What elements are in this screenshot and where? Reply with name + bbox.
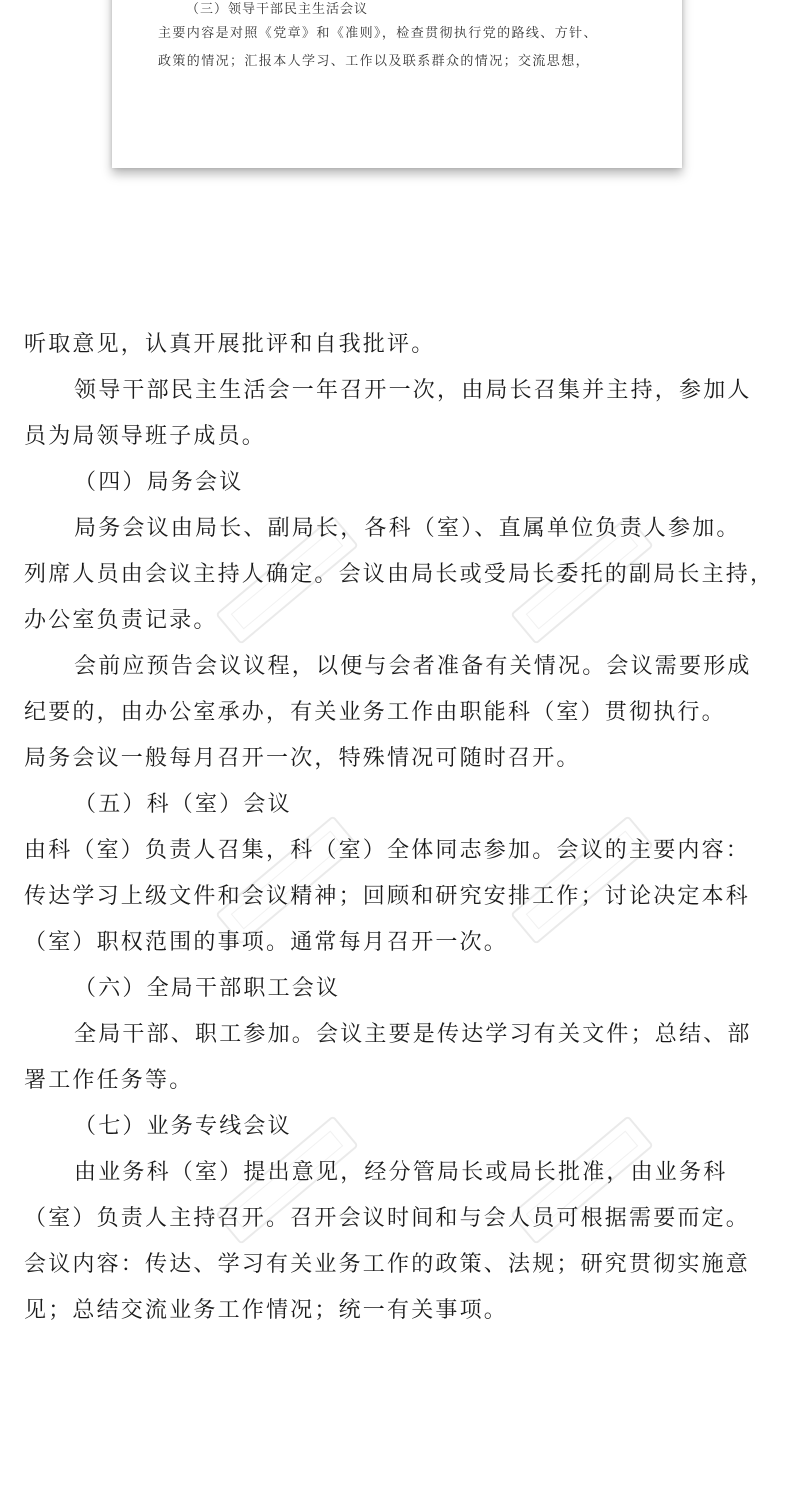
section-heading: （四）局务会议 [74,470,244,495]
paragraph-line: 局务会议由局长、副局长，各科（室）、直属单位负责人参加。 [74,516,741,541]
body-line: 会议内容：传达、学习有关业务工作的政策、法规；研究贯彻实施意 [24,1252,751,1277]
section-heading: （七）业务专线会议 [74,1114,292,1139]
section-heading: （六）全局干部职工会议 [74,976,341,1001]
body-line: （室）职权范围的事项。通常每月召开一次。 [24,930,509,955]
body-line: 由科（室）负责人召集，科（室）全体同志参加。会议的主要内容： [24,838,751,863]
body-line: （室）负责人主持召开。召开会议时间和与会人员可根据需要而定。 [24,1206,751,1231]
paragraph-line: 由业务科（室）提出意见，经分管局长或局长批准，由业务科 [74,1160,728,1185]
paragraph-line: 全局干部、职工参加。会议主要是传达学习有关文件；总结、部 [74,1022,752,1047]
body-line: 员为局领导班子成员。 [24,424,267,449]
paragraph-line: 会前应预告会议议程，以便与会者准备有关情况。会议需要形成 [74,654,752,679]
body-line: 听取意见，认真开展批评和自我批评。 [24,332,436,357]
body-line: 局务会议一般每月召开一次，特殊情况可随时召开。 [24,746,581,771]
preview-text-line: 政策的情况；汇报本人学习、工作以及联系群众的情况；交流思想， [158,54,591,69]
body-line: 传达学习上级文件和会议精神；回顾和研究安排工作；讨论决定本科 [24,884,751,909]
body-line: 纪要的，由办公室承办，有关业务工作由职能科（室）贯彻执行。 [24,700,726,725]
body-line: 办公室负责记录。 [24,608,218,633]
section-heading: （五）科（室）会议 [74,792,292,817]
paragraph-line: 领导干部民主生活会一年召开一次，由局长召集并主持，参加人 [74,378,752,403]
preview-section-heading: （三）领导干部民主生活会议 [186,2,369,17]
body-line: 列席人员由会议主持人确定。会议由局长或受局长委托的副局长主持， [24,562,775,587]
preview-text-line: 主要内容是对照《党章》和《准则》，检查贯彻执行党的路线、方针、 [158,26,598,41]
document-preview-card [112,0,682,168]
body-line: 署工作任务等。 [24,1068,194,1093]
body-line: 见；总结交流业务工作情况；统一有关事项。 [24,1298,509,1323]
